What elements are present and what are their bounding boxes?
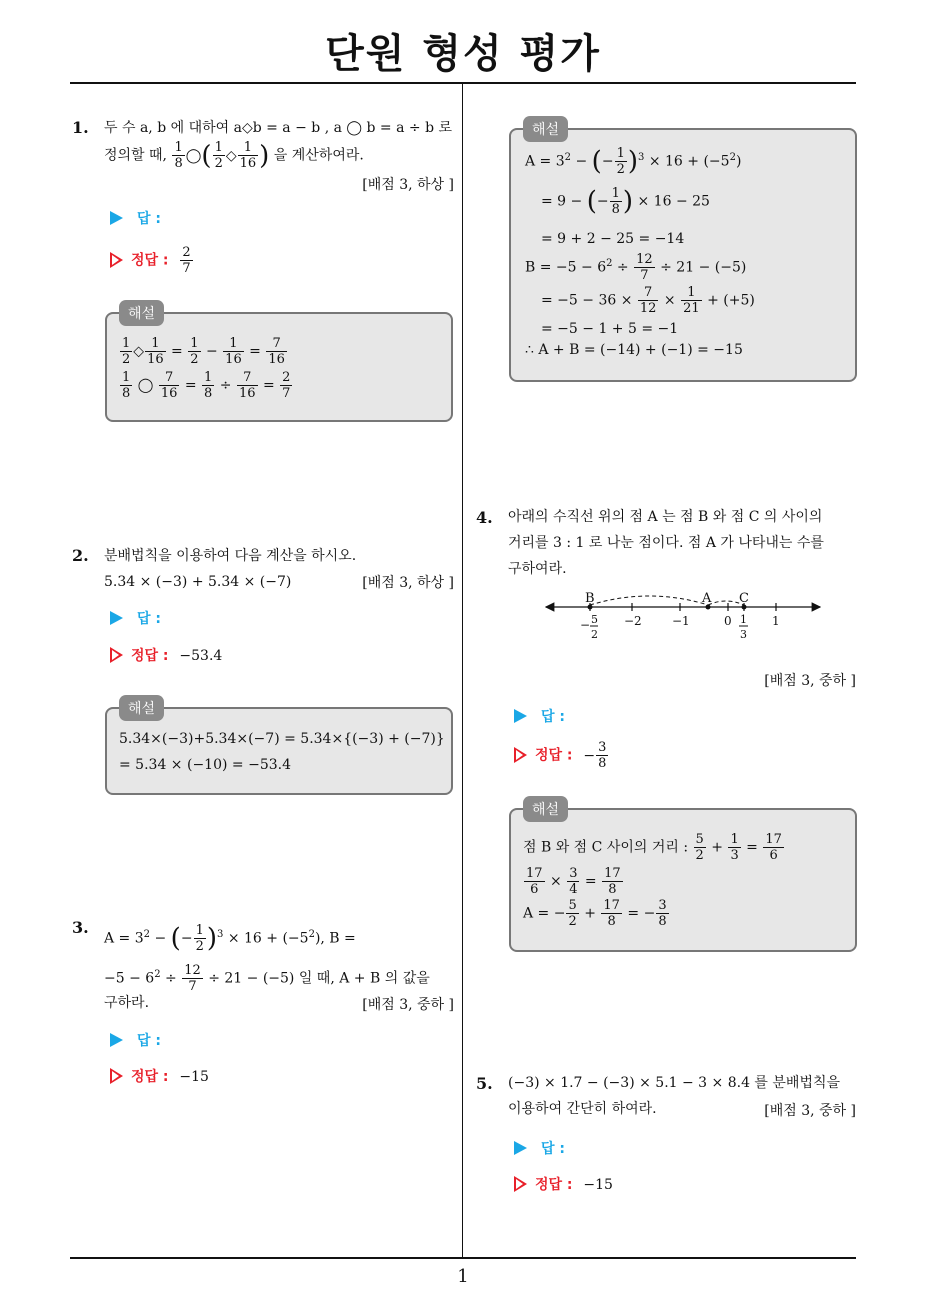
question-number: 5. [476,1074,493,1093]
question-text: $-5 - 6^2$ ÷ $\frac{12}{7}$ ÷ 21 − (−5) 일 때, A + B 의 값을 [104,963,430,995]
explanation-tag: 해설 [119,695,164,721]
top-rule [70,82,856,84]
bottom-rule [70,1257,856,1259]
explanation-line: = 9 + 2 − 25 = −14 [541,231,685,247]
score-label: [배점 3, 중하 ] [764,673,856,689]
label-c: C [739,591,749,606]
question-text-part: 정의할 때, [104,147,167,164]
question-text: 두 수 a, b 에 대하여 a◇b = a − b , a ◯ b = a ÷ b 로 [104,120,453,136]
svg-text:1: 1 [740,613,747,626]
correct-answer-value: −15 [583,1177,613,1193]
svg-text:1: 1 [772,614,780,628]
explanation-line: $A = 3^2$ − (− $\frac{1}{2}$ )$^3 \times 16 + (-5^2)$ [525,146,742,177]
explanation-line: = 9 − (− $\frac{1}{8}$ ) × 16 − 25 [541,186,710,217]
explanation-box [105,306,453,422]
correct-answer-value: $\frac{2}{7}$ [182,245,191,276]
score-label: [배점 3, 중하 ] [764,1103,856,1119]
explanation-tag: 해설 [119,300,164,326]
question-number: 2. [72,546,89,565]
explanation-line: $\frac{17}{6}$ × $\frac{3}{4}$ = $\frac{17}{8}$ [526,866,621,897]
explanation-line: = −5 − 1 + 5 = −1 [541,321,679,337]
page-number: 1 [457,1266,469,1287]
explanation-tag: 해설 [523,796,568,822]
arc-ba [590,596,708,605]
explanation-line: 점 B 와 점 C 사이의 거리 : $\frac{5}{2}$ + $\frac{1}{3}$ = $\frac{17}{6}$ [523,832,782,863]
score-label: [배점 3, 하상 ] [362,575,454,591]
svg-text:2: 2 [591,628,598,641]
triangle-outline-icon [514,1176,527,1192]
play-icon [110,1033,123,1047]
svg-text:−: − [580,618,591,632]
question-expression: $A = 3^2$ − (− $\frac{1}{2}$ )$^3 \times 16 + (-5^2)$, B = [104,923,356,955]
explanation-line: $\frac{1}{2}$ ◇ $\frac{1}{16}$ = $\frac{1}{2}$ − $\frac{1}{16}$ = $\frac{7}{16}$ [122,336,285,367]
svg-text:5: 5 [591,613,598,626]
explanation-line: $\frac{1}{8}$ ◯ $\frac{7}{16}$ = $\frac{1}{8}$ ÷ $\frac{7}{16}$ = $\frac{2}{7}$ [122,370,291,401]
answer-label: 답 : [514,1138,565,1158]
correct-answer-value: − $\frac{3}{8}$ [583,740,607,771]
question-text: (−3) × 1.7 − (−3) × 5.1 − 3 × 8.4 를 분배법칙을 [508,1075,841,1091]
question-text: 분배법칙을 이용하여 다음 계산을 하시오. [104,548,357,564]
answer-label: 답 : [110,208,161,228]
svg-text:−1: −1 [672,614,690,628]
triangle-outline-icon [110,647,123,663]
explanation-tag: 해설 [523,116,568,142]
correct-answer: 정답 : −15 [110,1066,209,1086]
play-icon [514,709,527,723]
explanation-line: = 5.34 × (−10) = −53.4 [119,757,291,773]
number-line [540,585,830,645]
page-title: 단원 형성 평가 [325,31,601,77]
score-label: [배점 3, 하상 ] [362,177,454,193]
explanation-line: = −5 − 36 × $\frac{7}{12}$ × $\frac{1}{21}$ + (+5) [541,285,755,316]
triangle-outline-icon [110,252,123,268]
explanation-line: $B = -5 - 6^2$ ÷ $\frac{12}{7}$ ÷ 21 − (−5) [525,252,747,283]
question-expression: 5.34 × (−3) + 5.34 × (−7) [104,574,292,590]
play-icon [110,211,123,225]
explanation-box [509,802,857,952]
explanation-line: A = − $\frac{5}{2}$ + $\frac{17}{8}$ = − $\frac{3}{8}$ [523,898,667,929]
play-icon [514,1141,527,1155]
play-icon [110,611,123,625]
svg-text:−2: −2 [624,614,642,628]
score-label: [배점 3, 중하 ] [362,997,454,1013]
explanation-box [105,701,453,795]
question-text: 구하라. [104,995,150,1011]
answer-label: 답 : [514,706,565,726]
answer-label: 답 : [110,608,161,628]
triangle-outline-icon [110,1068,123,1084]
question-text: 이용하여 간단히 하여라. [508,1101,657,1117]
correct-answer: 정답 : −15 [514,1174,613,1194]
question-expression: $\frac{1}{8}$ ◯( $\frac{1}{2}$ ◇ $\frac{1}{16}$ ) [174,140,270,171]
question-text: 아래의 수직선 위의 점 A 는 점 B 와 점 C 의 사이의 [508,509,823,525]
question-number: 3. [72,918,89,937]
question-text: 거리를 3 : 1 로 나눈 점이다. 점 A 가 나타내는 수를 [508,535,824,551]
question-text-part: 을 계산하여라. [273,147,364,164]
label-b: B [585,591,595,606]
svg-text:3: 3 [740,628,747,641]
correct-answer: 정답 : − $\frac{3}{8}$ [514,740,609,771]
question-number: 1. [72,118,89,137]
correct-answer-value: −15 [179,1069,209,1085]
question-number: 4. [476,508,493,527]
explanation-line: ∴ A + B = (−14) + (−1) = −15 [525,342,743,358]
question-text-line2 [104,140,364,171]
label-a: A [702,591,712,606]
correct-answer: 정답 : $\frac{2}{7}$ [110,245,194,276]
triangle-outline-icon [514,747,527,763]
correct-answer-value: −53.4 [179,648,223,664]
column-divider [462,83,463,1257]
explanation-line: 5.34×(−3)+5.34×(−7) = 5.34×{(−3) + (−7)} [119,731,445,747]
svg-text:0: 0 [724,614,732,628]
correct-answer: 정답 : −53.4 [110,645,222,665]
explanation-box [509,122,857,382]
question-text: 구하여라. [508,561,567,577]
answer-label: 답 : [110,1030,161,1050]
